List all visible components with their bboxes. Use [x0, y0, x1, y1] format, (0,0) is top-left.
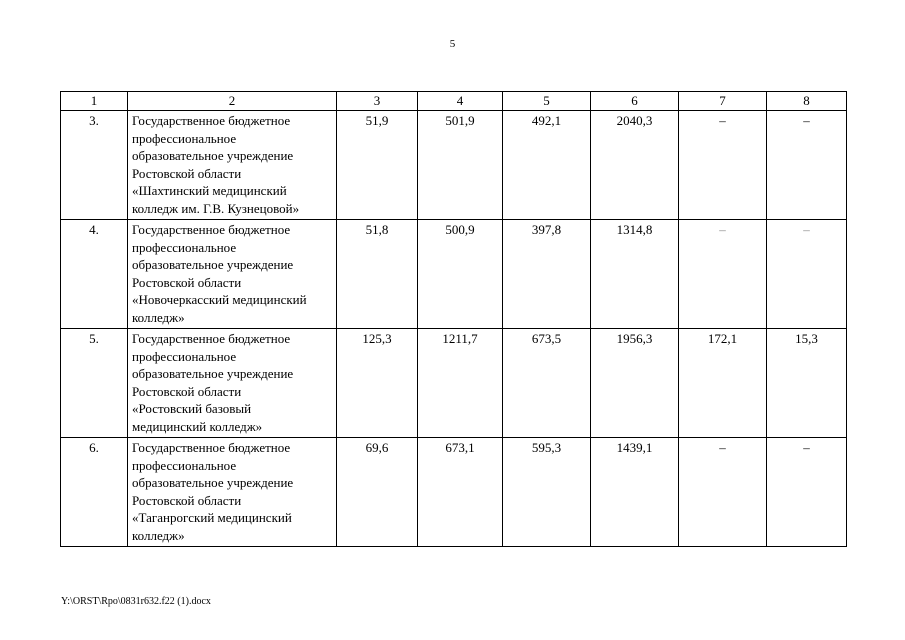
- value-cell: 397,8: [503, 220, 591, 329]
- value-cell: 69,6: [337, 438, 418, 547]
- name-line: колледж»: [132, 527, 185, 543]
- name-line: Государственное бюджетное: [132, 440, 291, 455]
- value-cell: 595,3: [503, 438, 591, 547]
- name-line: Государственное бюджетное: [132, 222, 291, 237]
- value-cell: 51,9: [337, 111, 418, 220]
- name-line: Государственное бюджетное: [132, 331, 291, 346]
- name-line: профессиональное: [132, 457, 237, 473]
- value-cell: –: [767, 220, 847, 329]
- page-number: 5: [449, 38, 456, 50]
- table-row: [61, 329, 847, 438]
- value-cell: 125,3: [337, 329, 418, 438]
- name-line: профессиональное: [132, 239, 237, 255]
- row-number: 6.: [61, 438, 128, 547]
- value-cell: 1314,8: [591, 220, 679, 329]
- row-number: 4.: [61, 220, 128, 329]
- header-cell: 4: [418, 92, 503, 111]
- name-line: Государственное бюджетное: [132, 113, 291, 128]
- document-file-path: Y:\ORST\Rpo\0831r632.f22 (1).docx: [61, 596, 211, 607]
- name-line: Ростовской области: [132, 383, 242, 399]
- value-cell: 500,9: [418, 220, 503, 329]
- header-cell: 7: [679, 92, 767, 111]
- header-cell: 8: [767, 92, 847, 111]
- value-cell: –: [679, 438, 767, 547]
- value-cell: 172,1: [679, 329, 767, 438]
- value-cell: 1439,1: [591, 438, 679, 547]
- value-cell: 15,3: [767, 329, 847, 438]
- name-line: Ростовской области: [132, 492, 242, 508]
- value-cell: 492,1: [503, 111, 591, 220]
- table-row: [61, 220, 847, 329]
- institution-name: [128, 220, 337, 329]
- name-line: «Ростовский базовый: [132, 401, 252, 416]
- value-cell: 51,8: [337, 220, 418, 329]
- table-row: [61, 111, 847, 220]
- name-line: образовательное учреждение: [132, 148, 294, 163]
- value-cell: 673,1: [418, 438, 503, 547]
- institution-name: [128, 111, 337, 220]
- row-number: 3.: [61, 111, 128, 220]
- institution-name: [128, 329, 337, 438]
- name-line: Ростовской области: [132, 165, 242, 181]
- name-line: профессиональное: [132, 348, 237, 364]
- value-cell: 673,5: [503, 329, 591, 438]
- name-line: «Шахтинский медицинский: [132, 183, 287, 198]
- value-cell: 1211,7: [418, 329, 503, 438]
- value-cell: 501,9: [418, 111, 503, 220]
- name-line: «Новочеркасский медицинский: [132, 292, 307, 307]
- value-cell: –: [679, 111, 767, 220]
- header-cell: 6: [591, 92, 679, 111]
- row-number: 5.: [61, 329, 128, 438]
- data-table: [60, 91, 847, 547]
- table-header-row: [61, 92, 847, 111]
- name-line: «Таганрогский медицинский: [132, 510, 292, 525]
- name-line: профессиональное: [132, 130, 237, 146]
- value-cell: 1956,3: [591, 329, 679, 438]
- name-line: Ростовской области: [132, 274, 242, 290]
- name-line: образовательное учреждение: [132, 257, 294, 272]
- name-line: колледж им. Г.В. Кузнецовой»: [132, 200, 300, 216]
- value-cell: 2040,3: [591, 111, 679, 220]
- header-cell: 2: [128, 92, 337, 111]
- name-line: образовательное учреждение: [132, 475, 294, 490]
- header-cell: 3: [337, 92, 418, 111]
- value-cell: –: [767, 111, 847, 220]
- value-cell: –: [767, 438, 847, 547]
- table-row: [61, 438, 847, 547]
- institution-name: [128, 438, 337, 547]
- name-line: колледж»: [132, 309, 185, 325]
- header-cell: 5: [503, 92, 591, 111]
- name-line: медицинский колледж»: [132, 418, 263, 434]
- value-cell: –: [679, 220, 767, 329]
- name-line: образовательное учреждение: [132, 366, 294, 381]
- header-cell: 1: [61, 92, 128, 111]
